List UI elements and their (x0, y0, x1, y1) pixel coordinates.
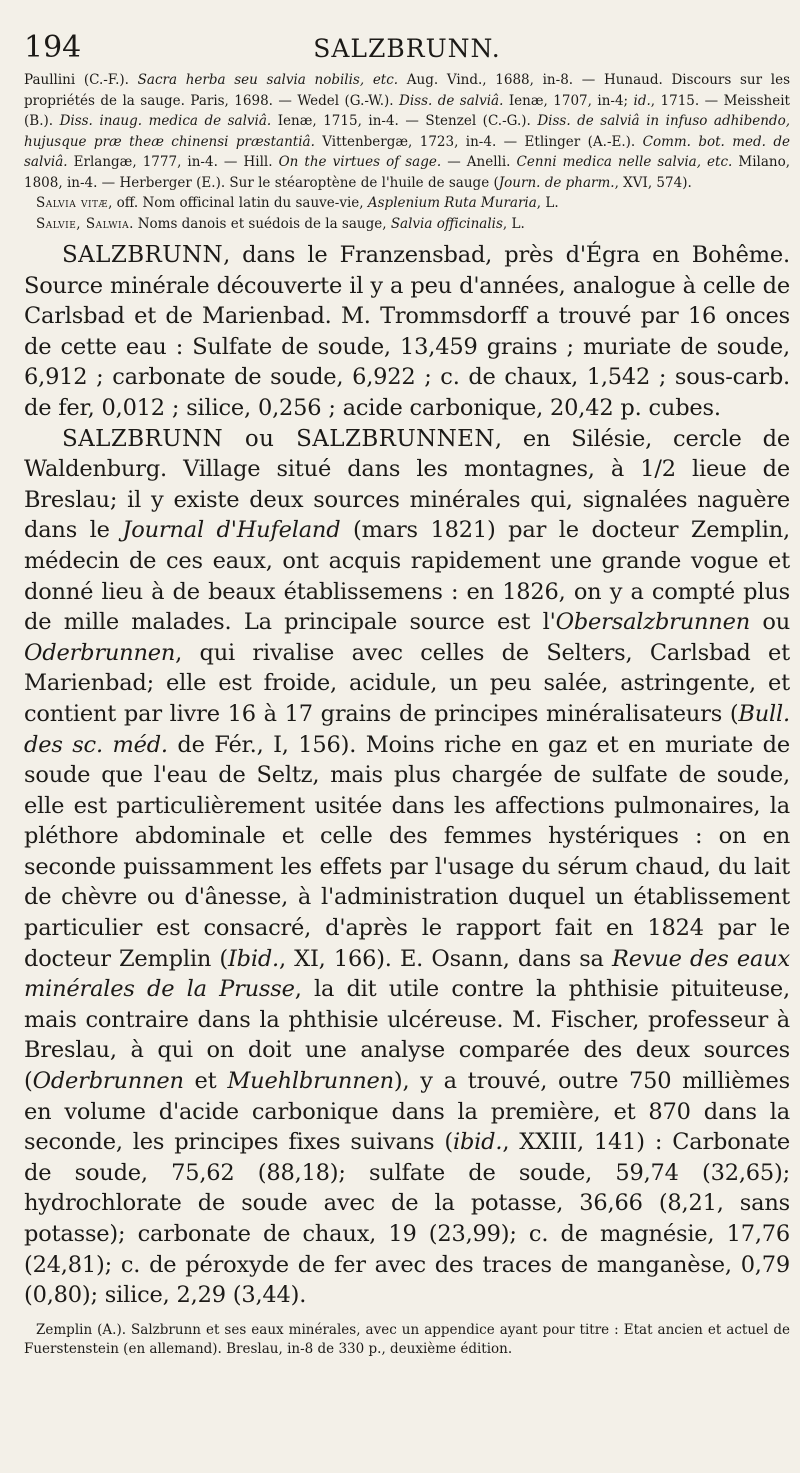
running-title: SALZBRUNN. (313, 34, 501, 63)
page-header (24, 30, 790, 68)
headword: SALZBRUNN ou SALZBRUNNEN (62, 425, 495, 452)
bibliography-block (24, 70, 790, 234)
entry-salzbrunn-boheme: SALZBRUNN, dans le Franzensbad, près d'Égra en Bohême. Source minérale découverte il y a peu d'années, analogue à celle de Carlsbad et de Marienbad. M. Trommsdorff a trouvé par 16 onces de cette eau : Sulfate de soude, 13,459 grains ; muriate de soude, 6,912 ; carbonate de soude, 6,922 ; c. de chaux, 1,542 ; sous-carb. de fer, 0,012 ; silice, 0,256 ; acide carbonique, 20,42 p. cubes. (24, 242, 790, 421)
entry-salvie: Salvie, Salwia. Noms danois et suédois de la sauge, Salvia officinalis, L. (36, 215, 525, 232)
main-text (24, 240, 790, 1311)
bibliography-salvia: Paullini (C.-F.). Sacra herba seu salvia nobilis, etc. Aug. Vind., 1688, in-8. — Hunaud. Discours sur les propriétés de la sauge. Paris, 1698. — Wedel (G.-W.). Diss. de salviâ. Ienæ, 1707, in-4; id., 1715. — Meissheit (B.). Diss. inaug. medica de salviâ. Ienæ, 1715, in-4. — Stenzel (C.-G.). Diss. de salviâ in infuso adhibendo, hujusque præ theæ chinensi præstantiâ. Vittenbergæ, 1723, in-4. — Etlinger (A.-E.). Comm. bot. med. de salviâ. Erlangæ, 1777, in-4. — Hill. On the virtues of sage. — Anelli. Cenni medica nelle salvia, etc. Milano, 1808, in-4. — Herberger (E.). Sur le stéaroptène de l'huile de sauge (Journ. de pharm., XVI, 574). (24, 72, 791, 191)
footnote: Zemplin (A.). Salzbrunn et ses eaux minérales, avec un appendice ayant pour titre : Etat ancien et actuel de Fuerstenstein (en allemand). Breslau, in-8 de 330 p., deuxième édition. (24, 1321, 790, 1357)
page-number: 194 (24, 30, 82, 65)
headword: SALZBRUNN (62, 242, 224, 268)
entry-salvia-vitae: Salvia vitæ, off. Nom officinal latin du sauve-vie, Asplenium Ruta Muraria, L. (36, 195, 559, 211)
entry-salzbrunn-silesie: SALZBRUNN ou SALZBRUNNEN, en Silésie, cercle de Waldenburg. Village situé dans les montagnes, à 1/2 lieue de Breslau; il y existe deux sources minérales qui, signalées naguère dans le Journal d'Hufeland (mars 1821) par le docteur Zemplin, médecin de ces eaux, ont acquis rapidement une grande vogue et donné lieu à de beaux établissemens : en 1826, on y a compté plus de mille malades. La principale source est l'Obersalzbrunnen ou Oderbrunnen, qui rivalise avec celles de Selters, Carlsbad et Marienbad; elle est froide, acidule, un peu salée, astringente, et contient par livre 16 à 17 grains de principes minéralisateurs (Bull. des sc. méd. de Fér., I, 156). Moins riche en gaz et en muriate de soude que l'eau de Seltz, mais plus chargée de sulfate de soude, elle est particulièrement usitée dans les affections pulmonaires, la pléthore abdominale et celle des femmes hystériques : on en seconde puissamment les effets par l'usage du sérum chaud, du lait de chèvre ou d'ânesse, à l'administration duquel un établissement particulier est consacré, d'après le rapport fait en 1824 par le docteur Zemplin (Ibid., XI, 166). E. Osann, dans sa Revue des eaux minérales de la Prusse, la dit utile contre la phthisie pituiteuse, mais contraire dans la phthisie ulcéreuse. M. Fischer, professeur à Breslau, à qui on doit une analyse comparée des deux sources (Oderbrunnen et Muehlbrunnen), y a trouvé, outre 750 millièmes en volume d'acide carbonique dans la première, et 870 dans la seconde, les principes fixes suivans (ibid., XXIII, 141) : Carbonate de soude, 75,62 (88,18); sulfate de soude, 59,74 (32,65); hydrochlorate de soude avec de la potasse, 36,66 (8,21, sans potasse); carbonate de chaux, 19 (23,99); c. de magnésie, 17,76 (24,81); c. de péroxyde de fer avec des traces de manganèse, 0,79 (0,80); silice, 2,29 (3,44). (24, 425, 791, 1309)
